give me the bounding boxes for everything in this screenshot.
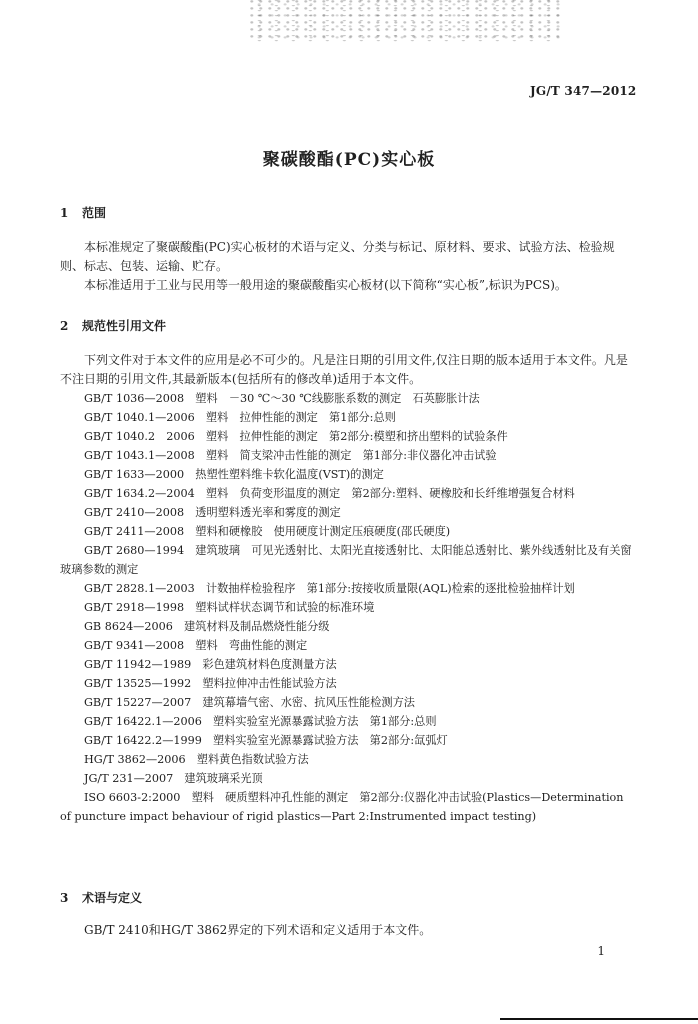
reference-item: GB/T 15227—2007 建筑幕墙气密、水密、抗风压性能检测方法 [84,696,415,709]
scope-paragraph-1: 本标准规定了聚碳酸酯(PC)实心板材的术语与定义、分类与标记、原材料、要求、试验方法、检验规则、标志、包装、运输、贮存。 [60,240,615,273]
reference-item: GB/T 9341—2008 塑料 弯曲性能的测定 [84,639,308,652]
reference-item: GB 8624—2006 建筑材料及制品燃烧性能分级 [84,620,330,633]
reference-item: GB/T 1040.2 2006 塑料 拉伸性能的测定 第2部分:模塑和挤出塑料的试验条件 [84,430,508,443]
page-number: 1 [597,944,605,958]
scope-paragraph-2: 本标准适用于工业与民用等一般用途的聚碳酸酯实心板材(以下简称“实心板”,标识为PCS)。 [84,278,567,292]
section-title: 术语与定义 [82,891,143,905]
reference-item: GB/T 2680—1994 建筑玻璃 可见光透射比、太阳光直接透射比、太阳能总透射比、紫外线透射比及有关窗玻璃参数的测定 [60,544,632,576]
reference-item: JG/T 231—2007 建筑玻璃采光顶 [84,772,263,785]
section-heading-normative-references [60,320,166,332]
section-title: 范围 [82,206,107,220]
standard-code: JG/T 347—2012 [530,84,637,98]
document-title: 聚碳酸酯(PC)实心板 [262,150,436,170]
reference-item: GB/T 2411—2008 塑料和硬橡胶 使用硬度计测定压痕硬度(邵氏硬度) [84,525,451,538]
reference-item: GB/T 16422.2—1999 塑料实验室光源暴露试验方法 第2部分:氙弧灯 [84,734,448,747]
reference-list [60,389,635,826]
reference-item: GB/T 2918—1998 塑料试样状态调节和试验的标准环境 [84,601,375,614]
section-number: 2 [60,319,69,333]
section-heading-scope [60,207,106,219]
reference-item: GB/T 1634.2—2004 塑料 负荷变形温度的测定 第2部分:塑料、硬橡胶和长纤维增强复合材料 [84,487,575,500]
reference-item: GB/T 1043.1—2008 塑料 简支梁冲击性能的测定 第1部分:非仪器化冲击试验 [84,449,497,462]
reference-item: HG/T 3862—2006 塑料黄色指数试验方法 [84,753,309,766]
reference-item: GB/T 1633—2000 热塑性塑料维卡软化温度(VST)的测定 [84,468,384,481]
section-number: 1 [60,206,69,220]
section-heading-terms [60,892,142,904]
section-title: 规范性引用文件 [82,319,167,333]
reference-item: ISO 6603-2:2000 塑料 硬质塑料冲孔性能的测定 第2部分:仪器化冲击试验(Plastics—Determination of puncture impact behaviour of rigid plastics—Part 2:Instrumented impact testing) [60,791,624,823]
scan-artifact [250,0,560,42]
reference-item: GB/T 11942—1989 彩色建筑材料色度测量方法 [84,658,337,671]
reference-item: GB/T 2828.1—2003 计数抽样检验程序 第1部分:按接收质量限(AQL)检索的逐批检验抽样计划 [84,582,575,595]
reference-item: GB/T 2410—2008 透明塑料透光率和雾度的测定 [84,506,341,519]
reference-item: GB/T 13525—1992 塑料拉伸冲击性能试验方法 [84,677,337,690]
terms-paragraph: GB/T 2410和HG/T 3862界定的下列术语和定义适用于本文件。 [84,923,432,937]
reference-item: GB/T 1036—2008 塑料 －30 ℃～30 ℃线膨胀系数的测定 石英膨胀计法 [84,392,480,405]
reference-item: GB/T 1040.1—2006 塑料 拉伸性能的测定 第1部分:总则 [84,411,396,424]
section-number: 3 [60,891,69,905]
normative-reference-intro: 下列文件对于本文件的应用是必不可少的。凡是注日期的引用文件,仅注日期的版本适用于本文件。凡是不注日期的引用文件,其最新版本(包括所有的修改单)适用于本文件。 [60,353,628,386]
bottom-rule [500,1018,698,1020]
reference-item: GB/T 16422.1—2006 塑料实验室光源暴露试验方法 第1部分:总则 [84,715,437,728]
